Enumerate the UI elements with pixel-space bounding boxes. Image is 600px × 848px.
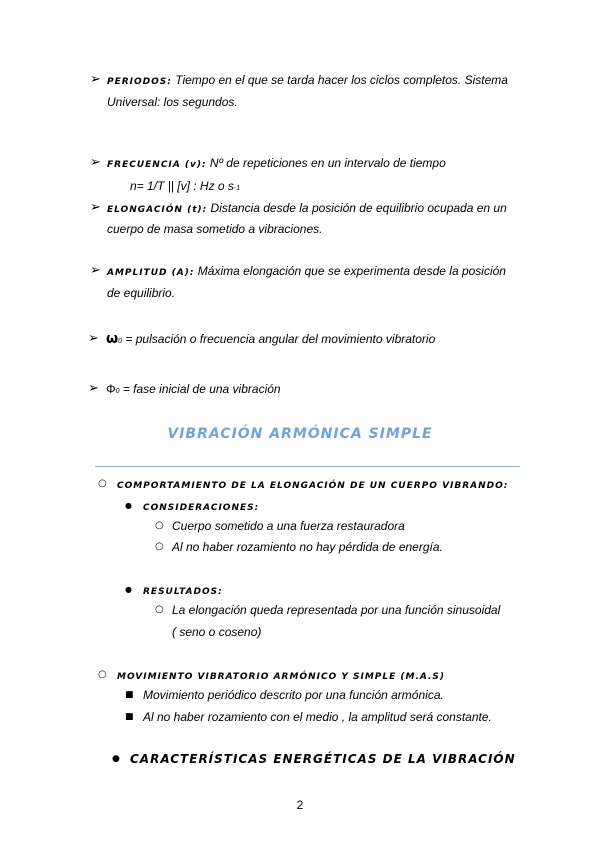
square-bullet-icon: ■ [125,690,134,700]
dot-bullet-icon: ● [125,585,132,594]
section-heading: VIBRACIÓN ARMÓNICA SIMPLE [167,426,433,442]
resultados-title-text: RESULTADOS: [143,587,223,597]
dot-bullet-icon: ● [125,501,132,510]
formula-exponent: -1 [233,185,241,192]
arrow-bullet-icon: ➢ [90,72,101,87]
list-item-cont: ( seno o coseno) [172,625,262,639]
list-item: Al no haber rozamiento no hay pérdida de energía. [172,540,443,554]
omega-text: = pulsación o frecuencia angular del movimiento vibratorio [122,332,436,346]
square-bullet-icon: ■ [125,712,134,722]
section1-title [117,474,508,496]
phi-symbol: Φ [106,382,116,396]
definition-text: Distancia desde la posición de equilibrio ocupada en un [207,201,507,215]
arrow-bullet-icon: ➢ [90,200,101,215]
definition-text-cont: de equilibrio. [107,286,176,300]
list-item: Cuerpo sometido a una fuerza restauradora [172,519,405,533]
definition-amplitud [107,261,506,283]
consideraciones-title [143,496,259,518]
circle-bullet-icon: ○ [155,541,164,552]
resultados-title [143,580,223,602]
section3-title [130,749,516,769]
definition-elongacion [107,198,507,220]
definition-frecuencia [107,153,446,175]
section2-title [117,665,445,687]
circle-bullet-icon: ○ [155,604,164,615]
section3-title-text: CARACTERÍSTICAS ENERGÉTICAS DE LA VIBRACIÓN [130,752,516,766]
definition-term: PERIODOS: [107,77,172,87]
phi-subscript: 0 [115,388,120,395]
dot-bullet-icon: ● [112,754,120,764]
definition-term: ELONGACIÓN (t): [107,205,208,215]
arrow-bullet-icon: ➢ [88,331,99,346]
circle-bullet-icon: ○ [155,520,164,531]
definition-text-cont: Universal: los segundos. [107,95,238,109]
phi-text: = fase inicial de una vibración [119,382,281,396]
arrow-bullet-icon: ➢ [90,263,101,278]
circle-bullet-icon: ○ [98,669,107,680]
section2-title-text: MOVIMIENTO VIBRATORIO ARMÓNICO Y SIMPLE (M.A.S) [117,672,446,682]
circle-bullet-icon: ○ [98,478,107,489]
definition-text: Nº de repeticiones en un intervalo de tiempo [206,156,446,170]
omega-symbol: ω [106,331,119,347]
list-item: Al no haber rozamiento con el medio , la amplitud será constante. [143,710,492,724]
definition-term: AMPLITUD (A): [107,268,195,278]
definition-periodos [107,70,508,92]
definition-text: Máxima elongación que se experimenta desde la posición [194,264,506,278]
frequency-formula [130,176,240,199]
list-item: La elongación queda representada por una función sinusoidal [172,603,501,617]
arrow-bullet-icon: ➢ [90,155,101,170]
consideraciones-title-text: CONSIDERACIONES: [143,503,260,513]
phi-definition [106,379,281,402]
definition-term: FRECUENCIA (v): [107,160,207,170]
heading-divider [95,466,520,467]
arrow-bullet-icon: ➢ [88,381,99,396]
definition-text-cont: cuerpo de masa sometido a vibraciones. [107,222,323,236]
omega-subscript: 0 [118,338,123,345]
page-number: 2 [296,798,304,812]
list-item: Movimiento periódico descrito por una función armónica. [143,688,444,702]
omega-definition [106,329,435,352]
section1-title-text: COMPORTAMIENTO DE LA ELONGACIÓN DE UN CUERPO VIBRANDO: [117,481,509,491]
definition-text: Tiempo en el que se tarda hacer los ciclos completos. Sistema [171,73,508,87]
formula-text: n= 1/T || [v] : Hz o s [130,179,234,193]
